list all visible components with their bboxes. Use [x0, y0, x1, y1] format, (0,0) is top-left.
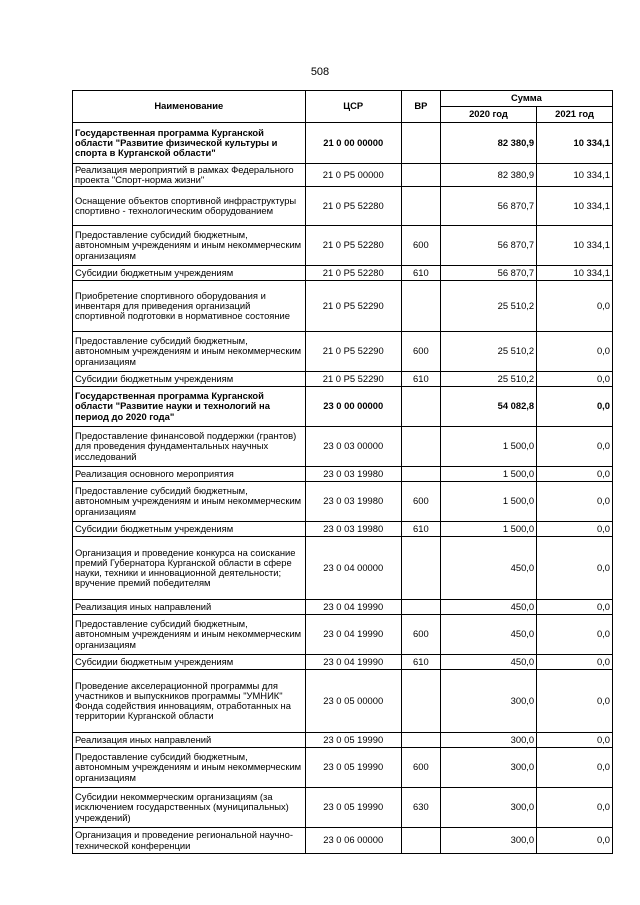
row-name-cell: Предоставление субсидий бюджетным, автономным учреждениям и иным некоммерческим организациям: [73, 615, 306, 655]
row-sum-2020-cell: 450,0: [440, 655, 536, 670]
row-sum-2020-cell: 300,0: [440, 670, 536, 733]
row-sum-2020-cell: 450,0: [440, 600, 536, 615]
row-csr-cell: 23 0 03 19980: [305, 467, 401, 482]
table-body: [73, 123, 613, 854]
row-name-cell: Реализация основного мероприятия: [73, 467, 306, 482]
header-year-2021: 2021 год: [537, 107, 613, 123]
row-csr-cell: 21 0 P5 52280: [305, 187, 401, 226]
row-vr-cell: [401, 164, 440, 187]
row-sum-2021-cell: 0,0: [537, 281, 613, 332]
row-vr-cell: [401, 600, 440, 615]
table-row: [73, 164, 613, 187]
row-vr-cell: 600: [401, 748, 440, 788]
row-sum-2021-cell: 10 334,1: [537, 164, 613, 187]
row-name-cell: Предоставление субсидий бюджетным, автономным учреждениям и иным некоммерческим организациям: [73, 226, 306, 266]
row-vr-cell: [401, 537, 440, 600]
row-sum-2021-cell: 0,0: [537, 748, 613, 788]
table-row: [73, 655, 613, 670]
row-sum-2020-cell: 450,0: [440, 537, 536, 600]
row-name-cell: Субсидии бюджетным учреждениям: [73, 522, 306, 537]
row-sum-2021-cell: 0,0: [537, 615, 613, 655]
row-name-cell: Предоставление субсидий бюджетным, автономным учреждениям и иным некоммерческим организациям: [73, 332, 306, 372]
row-csr-cell: 23 0 04 19990: [305, 615, 401, 655]
row-vr-cell: 610: [401, 266, 440, 281]
row-sum-2021-cell: 0,0: [537, 788, 613, 828]
row-sum-2021-cell: 0,0: [537, 522, 613, 537]
table-row: [73, 226, 613, 266]
row-csr-cell: 21 0 P5 00000: [305, 164, 401, 187]
row-sum-2021-cell: 0,0: [537, 482, 613, 522]
header-year-2020: 2020 год: [440, 107, 536, 123]
row-sum-2020-cell: 54 082,8: [440, 387, 536, 427]
row-sum-2021-cell: 10 334,1: [537, 123, 613, 164]
row-sum-2020-cell: 25 510,2: [440, 332, 536, 372]
table-row: [73, 537, 613, 600]
table-row: [73, 615, 613, 655]
row-sum-2021-cell: 0,0: [537, 828, 613, 854]
row-vr-cell: [401, 467, 440, 482]
row-csr-cell: 21 0 P5 52290: [305, 332, 401, 372]
table-row: [73, 600, 613, 615]
row-sum-2020-cell: 1 500,0: [440, 427, 536, 467]
row-name-cell: Реализация иных направлений: [73, 733, 306, 748]
header-sum: Сумма: [440, 91, 612, 107]
row-sum-2020-cell: 300,0: [440, 733, 536, 748]
table-row: [73, 467, 613, 482]
table-row: [73, 427, 613, 467]
row-csr-cell: 23 0 04 19990: [305, 600, 401, 615]
table-row: [73, 522, 613, 537]
row-csr-cell: 23 0 06 00000: [305, 828, 401, 854]
row-name-cell: Оснащение объектов спортивной инфраструктуры спортивно - технологическим оборудованием: [73, 187, 306, 226]
row-csr-cell: 23 0 05 19990: [305, 788, 401, 828]
row-sum-2021-cell: 0,0: [537, 537, 613, 600]
row-sum-2021-cell: 10 334,1: [537, 187, 613, 226]
header-name: Наименование: [73, 91, 306, 123]
table-row: [73, 748, 613, 788]
row-name-cell: Субсидии бюджетным учреждениям: [73, 655, 306, 670]
header-vr: ВР: [401, 91, 440, 123]
row-sum-2020-cell: 300,0: [440, 788, 536, 828]
row-vr-cell: [401, 427, 440, 467]
row-sum-2020-cell: 300,0: [440, 828, 536, 854]
row-sum-2021-cell: 0,0: [537, 467, 613, 482]
row-sum-2020-cell: 450,0: [440, 615, 536, 655]
row-name-cell: Приобретение спортивного оборудования и инвентаря для приведения организаций спортивной подготовки в нормативное состояние: [73, 281, 306, 332]
row-csr-cell: 21 0 P5 52280: [305, 266, 401, 281]
row-name-cell: Организация и проведение конкурса на соискание премий Губернатора Курганской области в сфере науки, техники и инновационной деятельности; вручение премий победителям: [73, 537, 306, 600]
table-row: [73, 828, 613, 854]
row-vr-cell: 610: [401, 372, 440, 387]
row-name-cell: Государственная программа Курганской области "Развитие физической культуры и спорта в Курганской области": [73, 123, 306, 164]
row-csr-cell: 23 0 04 19990: [305, 655, 401, 670]
row-vr-cell: [401, 123, 440, 164]
row-csr-cell: 21 0 P5 52280: [305, 226, 401, 266]
row-vr-cell: 610: [401, 522, 440, 537]
table-row: [73, 670, 613, 733]
row-vr-cell: 600: [401, 226, 440, 266]
header-row: [73, 91, 613, 107]
row-csr-cell: 21 0 00 00000: [305, 123, 401, 164]
row-name-cell: Предоставление субсидий бюджетным, автономным учреждениям и иным некоммерческим организациям: [73, 748, 306, 788]
row-sum-2021-cell: 0,0: [537, 332, 613, 372]
table-row: [73, 733, 613, 748]
row-sum-2021-cell: 0,0: [537, 372, 613, 387]
row-sum-2020-cell: 82 380,9: [440, 123, 536, 164]
row-csr-cell: 23 0 03 19980: [305, 482, 401, 522]
row-name-cell: Реализация мероприятий в рамках Федерального проекта "Спорт-норма жизни": [73, 164, 306, 187]
row-name-cell: Субсидии бюджетным учреждениям: [73, 266, 306, 281]
row-sum-2021-cell: 0,0: [537, 427, 613, 467]
budget-table: [72, 90, 613, 854]
row-vr-cell: [401, 387, 440, 427]
row-sum-2020-cell: 82 380,9: [440, 164, 536, 187]
row-sum-2021-cell: 0,0: [537, 600, 613, 615]
row-csr-cell: 23 0 03 00000: [305, 427, 401, 467]
row-name-cell: Проведение акселерационной программы для участников и выпускников программы "УМНИК" Фонда содействия инновациям, отработанных на территории Курганской области: [73, 670, 306, 733]
row-name-cell: Предоставление финансовой поддержки (грантов) для проведения фундаментальных научных исследований: [73, 427, 306, 467]
row-vr-cell: 610: [401, 655, 440, 670]
row-vr-cell: 630: [401, 788, 440, 828]
row-vr-cell: 600: [401, 615, 440, 655]
row-csr-cell: 23 0 03 19980: [305, 522, 401, 537]
table-row: [73, 187, 613, 226]
row-name-cell: Предоставление субсидий бюджетным, автономным учреждениям и иным некоммерческим организациям: [73, 482, 306, 522]
row-csr-cell: 21 0 P5 52290: [305, 281, 401, 332]
row-sum-2020-cell: 300,0: [440, 748, 536, 788]
row-sum-2021-cell: 0,0: [537, 655, 613, 670]
row-name-cell: Реализация иных направлений: [73, 600, 306, 615]
row-vr-cell: 600: [401, 332, 440, 372]
row-csr-cell: 23 0 05 19990: [305, 748, 401, 788]
table-row: [73, 332, 613, 372]
row-name-cell: Субсидии бюджетным учреждениям: [73, 372, 306, 387]
row-sum-2020-cell: 56 870,7: [440, 226, 536, 266]
row-sum-2020-cell: 56 870,7: [440, 266, 536, 281]
header-csr: ЦСР: [305, 91, 401, 123]
row-name-cell: Субсидии некоммерческим организациям (за исключением государственных (муниципальных) учреждений): [73, 788, 306, 828]
row-sum-2021-cell: 0,0: [537, 733, 613, 748]
row-csr-cell: 21 0 P5 52290: [305, 372, 401, 387]
row-sum-2021-cell: 10 334,1: [537, 226, 613, 266]
row-vr-cell: [401, 187, 440, 226]
table-row: [73, 123, 613, 164]
table-row: [73, 482, 613, 522]
row-csr-cell: 23 0 04 00000: [305, 537, 401, 600]
table-row: [73, 788, 613, 828]
row-vr-cell: [401, 733, 440, 748]
table-row: [73, 372, 613, 387]
row-csr-cell: 23 0 05 19990: [305, 733, 401, 748]
row-csr-cell: 23 0 05 00000: [305, 670, 401, 733]
row-name-cell: Государственная программа Курганской области "Развитие науки и технологий на период до 2020 года": [73, 387, 306, 427]
row-sum-2021-cell: 0,0: [537, 670, 613, 733]
row-sum-2020-cell: 56 870,7: [440, 187, 536, 226]
row-csr-cell: 23 0 00 00000: [305, 387, 401, 427]
table-row: [73, 387, 613, 427]
row-sum-2021-cell: 0,0: [537, 387, 613, 427]
row-vr-cell: 600: [401, 482, 440, 522]
row-sum-2020-cell: 1 500,0: [440, 482, 536, 522]
row-vr-cell: [401, 670, 440, 733]
row-vr-cell: [401, 281, 440, 332]
row-vr-cell: [401, 828, 440, 854]
table-row: [73, 281, 613, 332]
row-sum-2021-cell: 10 334,1: [537, 266, 613, 281]
row-sum-2020-cell: 1 500,0: [440, 467, 536, 482]
page-number: 508: [310, 66, 330, 78]
row-sum-2020-cell: 25 510,2: [440, 372, 536, 387]
row-name-cell: Организация и проведение региональной научно-технической конференции: [73, 828, 306, 854]
row-sum-2020-cell: 25 510,2: [440, 281, 536, 332]
row-sum-2020-cell: 1 500,0: [440, 522, 536, 537]
table-row: [73, 266, 613, 281]
